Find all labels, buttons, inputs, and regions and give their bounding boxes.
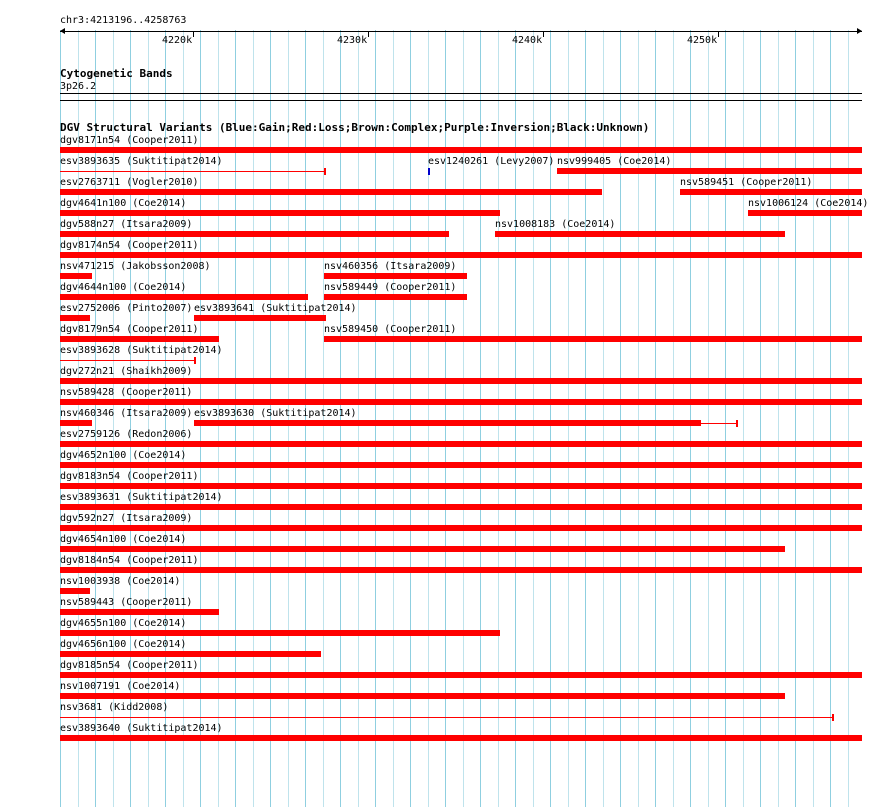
variant-loss-line[interactable] [60, 171, 326, 172]
variant-loss-bar[interactable] [324, 336, 862, 342]
variant-end-cap [324, 168, 326, 175]
variant-loss-bar[interactable] [60, 252, 862, 258]
variant-loss-bar[interactable] [60, 693, 785, 699]
variant-label[interactable]: esv3893640 (Suktitipat2014) [60, 723, 223, 734]
variant-loss-bar[interactable] [60, 546, 785, 552]
variant-loss-bar[interactable] [60, 336, 219, 342]
variant-label[interactable]: dgv4656n100 (Coe2014) [60, 639, 187, 650]
variant-label[interactable]: dgv8174n54 (Cooper2011) [60, 240, 199, 251]
variant-label[interactable]: esv2759126 (Redon2006) [60, 429, 193, 440]
variant-label[interactable]: nsv460356 (Itsara2009) [324, 261, 457, 272]
variant-label[interactable]: esv3893628 (Suktitipat2014) [60, 345, 223, 356]
variant-label[interactable]: esv1240261 (Levy2007) [428, 156, 555, 167]
variant-label[interactable]: dgv4654n100 (Coe2014) [60, 534, 187, 545]
variant-label[interactable]: nsv460346 (Itsara2009) [60, 408, 193, 419]
variant-loss-bar[interactable] [60, 735, 862, 741]
variant-loss-bar[interactable] [60, 273, 92, 279]
variant-end-cap [832, 714, 834, 721]
variant-loss-bar[interactable] [324, 294, 467, 300]
variant-loss-bar[interactable] [60, 378, 862, 384]
ruler-tick [543, 31, 544, 37]
variant-label[interactable]: esv2763711 (Vogler2010) [60, 177, 199, 188]
variant-loss-bar[interactable] [324, 273, 467, 279]
variant-label[interactable]: dgv8171n54 (Cooper2011) [60, 135, 199, 146]
ruler-tick [368, 31, 369, 37]
variant-loss-bar[interactable] [60, 609, 219, 615]
variant-loss-bar[interactable] [60, 588, 90, 594]
variant-loss-bar[interactable] [60, 231, 449, 237]
variant-loss-bar[interactable] [60, 147, 862, 153]
variant-loss-bar[interactable] [680, 189, 862, 195]
variant-loss-bar[interactable] [60, 210, 500, 216]
ruler-tick-label: 4220k [162, 35, 193, 46]
cytobands-track-title[interactable]: Cytogenetic Bands [60, 67, 173, 80]
variant-loss-line[interactable] [701, 423, 738, 424]
variant-label[interactable]: dgv4652n100 (Coe2014) [60, 450, 187, 461]
variant-loss-bar[interactable] [557, 168, 862, 174]
variant-label[interactable]: esv3893641 (Suktitipat2014) [194, 303, 357, 314]
variant-label[interactable]: dgv588n27 (Itsara2009) [60, 219, 193, 230]
ruler-tick-label: 4250k [687, 35, 718, 46]
variant-loss-bar[interactable] [60, 672, 862, 678]
ruler-tick [718, 31, 719, 37]
variant-loss-bar[interactable] [60, 567, 862, 573]
variant-label[interactable]: esv3893631 (Suktitipat2014) [60, 492, 223, 503]
variant-loss-bar[interactable] [60, 462, 862, 468]
variant-label[interactable]: dgv272n21 (Shaikh2009) [60, 366, 193, 377]
variant-label[interactable]: nsv1003938 (Coe2014) [60, 576, 181, 587]
variant-label[interactable]: nsv3681 (Kidd2008) [60, 702, 169, 713]
variant-label[interactable]: dgv4644n100 (Coe2014) [60, 282, 187, 293]
cytoband-line-top [60, 93, 862, 94]
ruler-axis [60, 31, 862, 32]
variant-end-cap [736, 420, 738, 427]
cytoband-label: 3p26.2 [60, 81, 97, 92]
variant-loss-bar[interactable] [60, 189, 602, 195]
variant-label[interactable]: nsv589450 (Cooper2011) [324, 324, 457, 335]
variant-label[interactable]: dgv592n27 (Itsara2009) [60, 513, 193, 524]
variant-loss-bar[interactable] [60, 441, 862, 447]
variant-loss-bar[interactable] [60, 420, 92, 426]
ruler-position-label: chr3:4213196..4258763 [60, 15, 187, 26]
variant-loss-bar[interactable] [60, 399, 862, 405]
variant-loss-bar[interactable] [495, 231, 785, 237]
variant-label[interactable]: esv3893635 (Suktitipat2014) [60, 156, 223, 167]
variant-label[interactable]: nsv589451 (Cooper2011) [680, 177, 813, 188]
variant-label[interactable]: nsv589449 (Cooper2011) [324, 282, 457, 293]
variant-label[interactable]: esv2752006 (Pinto2007) [60, 303, 193, 314]
variant-label[interactable]: dgv4641n100 (Coe2014) [60, 198, 187, 209]
variant-loss-line[interactable] [60, 717, 834, 718]
variant-label[interactable]: dgv8179n54 (Cooper2011) [60, 324, 199, 335]
variant-gain-mark[interactable] [428, 168, 430, 175]
variant-label[interactable]: dgv8184n54 (Cooper2011) [60, 555, 199, 566]
cytoband-line-bottom [60, 100, 862, 101]
variant-label[interactable]: dgv4655n100 (Coe2014) [60, 618, 187, 629]
variant-loss-line[interactable] [60, 360, 196, 361]
variant-label[interactable]: nsv589428 (Cooper2011) [60, 387, 193, 398]
scroll-right-arrow-icon[interactable] [857, 28, 862, 34]
variant-label[interactable]: dgv8183n54 (Cooper2011) [60, 471, 199, 482]
ruler-tick-label: 4240k [512, 35, 543, 46]
ruler-tick [193, 31, 194, 37]
variant-label[interactable]: dgv8185n54 (Cooper2011) [60, 660, 199, 671]
variant-label[interactable]: nsv1007191 (Coe2014) [60, 681, 181, 692]
dgv-track-title[interactable]: DGV Structural Variants (Blue:Gain;Red:Loss;Brown:Complex;Purple:Inversion;Black:Unknown) [60, 121, 650, 134]
variant-label[interactable]: nsv589443 (Cooper2011) [60, 597, 193, 608]
variant-label[interactable]: nsv999405 (Coe2014) [557, 156, 672, 167]
variant-label[interactable]: nsv1006124 (Coe2014) [748, 198, 869, 209]
variant-loss-bar[interactable] [60, 630, 500, 636]
variant-loss-bar[interactable] [194, 420, 701, 426]
variant-loss-bar[interactable] [194, 315, 326, 321]
variant-loss-bar[interactable] [60, 504, 862, 510]
variant-loss-bar[interactable] [60, 651, 321, 657]
variant-label[interactable]: nsv471215 (Jakobsson2008) [60, 261, 211, 272]
variant-loss-bar[interactable] [748, 210, 862, 216]
variant-loss-bar[interactable] [60, 315, 90, 321]
variant-loss-bar[interactable] [60, 483, 862, 489]
variant-label[interactable]: nsv1008183 (Coe2014) [495, 219, 616, 230]
variant-end-cap [194, 357, 196, 364]
variant-label[interactable]: esv3893630 (Suktitipat2014) [194, 408, 357, 419]
scroll-left-arrow-icon[interactable] [60, 28, 65, 34]
variant-loss-bar[interactable] [60, 525, 862, 531]
ruler-tick-label: 4230k [337, 35, 368, 46]
variant-loss-bar[interactable] [60, 294, 308, 300]
